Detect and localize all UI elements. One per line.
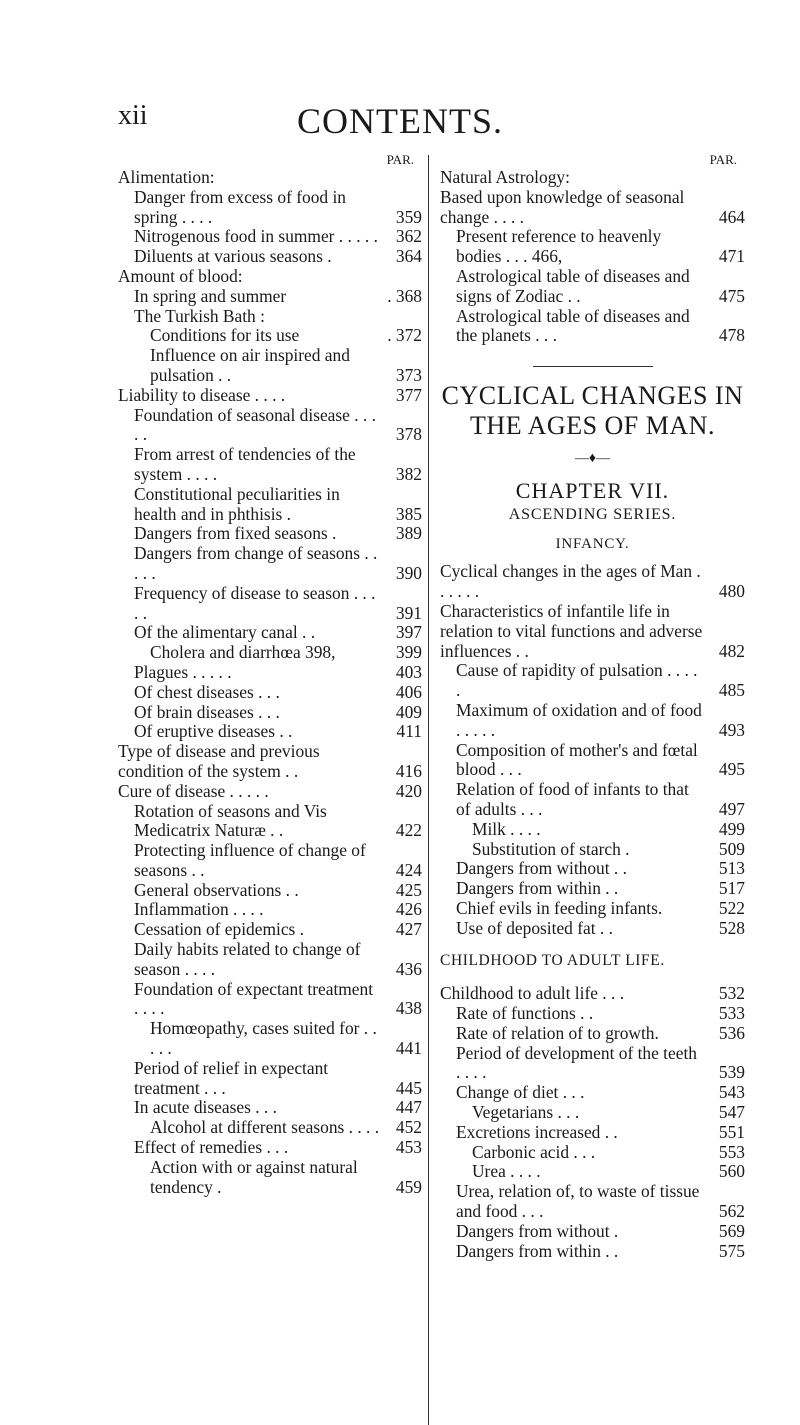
toc-entry-paragraph-number: 406 <box>395 681 422 702</box>
toc-entry-text: Foundation of seasonal disease . . . . . <box>134 404 376 445</box>
toc-entry-paragraph-number: 539 <box>718 1062 745 1083</box>
toc-entry <box>118 623 422 643</box>
toc-entry <box>440 1143 745 1163</box>
toc-entry <box>440 879 745 899</box>
toc-entry <box>118 643 422 663</box>
toc-entry-paragraph-number: 427 <box>395 919 422 940</box>
toc-entry-paragraph-number: 569 <box>718 1220 745 1241</box>
toc-entry-text: Cyclical changes in the ages of Man . . . . . . <box>440 561 701 602</box>
toc-entry-paragraph-number: 391 <box>395 602 422 623</box>
toc-entry-paragraph-number: 551 <box>718 1121 745 1142</box>
toc-entry-text: Change of diet . . . <box>456 1082 585 1103</box>
infancy-heading: INFANCY. <box>555 535 630 552</box>
toc-entry-text: Influence on air inspired and pulsation . . <box>150 345 350 385</box>
toc-entry <box>118 584 422 624</box>
toc-entry-paragraph-number: 403 <box>395 661 422 682</box>
toc-entry-text: Frequency of disease to season . . . . . <box>134 582 376 623</box>
toc-entry-paragraph-number: 543 <box>718 1082 745 1103</box>
toc-entry-text: Protecting influence of change of seasons . . <box>134 840 366 880</box>
toc-entry <box>118 346 422 386</box>
toc-entry-text: Alcohol at different seasons . . . . <box>150 1117 380 1138</box>
toc-entry-paragraph-number: . 368 <box>387 285 422 306</box>
toc-entry-text: Maximum of oxidation and of food . . . . . <box>456 699 702 740</box>
toc-entry <box>440 227 745 267</box>
toc-entry-text: Cure of disease . . . . . <box>118 780 269 801</box>
toc-entry <box>118 524 422 544</box>
toc-entry-paragraph-number: 464 <box>718 206 745 227</box>
toc-entry-paragraph-number: 390 <box>395 562 422 583</box>
toc-entry <box>440 1242 745 1262</box>
toc-entry-text: Astrological table of diseases and the planets . . . <box>456 305 690 346</box>
toc-entry-text: Present reference to heavenly bodies . . . 466, <box>456 226 662 267</box>
toc-entry-text: Rate of functions . . <box>456 1003 594 1024</box>
page-number: xii <box>118 100 148 131</box>
toc-entry-text: Characteristics of infantile life in relation to vital functions and adverse influences . . <box>440 600 703 661</box>
toc-entry-paragraph-number: 513 <box>718 858 745 879</box>
toc-entry-paragraph-number: 424 <box>395 859 422 880</box>
toc-entry-paragraph-number: 562 <box>718 1201 745 1222</box>
toc-entry-paragraph-number: 416 <box>395 760 422 781</box>
left-column <box>118 150 422 1197</box>
toc-entry-text: From arrest of tendencies of the system . . . . <box>134 444 356 484</box>
par-label: PAR. <box>709 152 737 167</box>
toc-entry-paragraph-number: 382 <box>395 463 422 484</box>
toc-entry <box>440 1182 745 1222</box>
toc-entry <box>118 326 422 346</box>
toc-entry-text: Carbonic acid . . . <box>472 1141 596 1162</box>
toc-entry <box>440 741 745 781</box>
right-column <box>440 150 745 1261</box>
toc-entry <box>440 919 745 939</box>
toc-entry-text: Constitutional peculiarities in health and in phthisis . <box>134 483 340 524</box>
toc-entry-text: Dangers from within . . <box>456 878 619 899</box>
toc-entry-text: Action with or against natural tendency . <box>150 1156 358 1197</box>
toc-entry-paragraph-number: 425 <box>395 879 422 900</box>
toc-entry-text: Homœopathy, cases suited for . . . . . <box>150 1018 377 1059</box>
toc-entry <box>440 1222 745 1242</box>
toc-entry <box>118 980 422 1020</box>
toc-entry <box>118 940 422 980</box>
toc-entry-text: In spring and summer <box>134 285 287 306</box>
toc-entry-paragraph-number: 536 <box>718 1022 745 1043</box>
toc-entry-text: Milk . . . . <box>472 818 541 839</box>
toc-entry-paragraph-number: 438 <box>395 998 422 1019</box>
toc-entry-paragraph-number: 485 <box>718 680 745 701</box>
toc-entry-paragraph-number: 445 <box>395 1077 422 1098</box>
chapter-subheading: ASCENDING SERIES. <box>508 505 677 523</box>
toc-entry-text: Inflammation . . . . <box>134 899 264 920</box>
toc-entry <box>118 1138 422 1158</box>
toc-entry-paragraph-number: 478 <box>718 325 745 346</box>
toc-entry <box>440 1162 745 1182</box>
toc-entry <box>118 881 422 901</box>
section-rule <box>533 366 653 367</box>
toc-entry-text: Natural Astrology: <box>440 167 570 187</box>
toc-entry-text: Danger from excess of food in spring . . . . <box>134 186 346 227</box>
toc-entry-paragraph-number: 397 <box>395 622 422 643</box>
toc-entry-paragraph-number: 482 <box>718 640 745 661</box>
toc-entry-paragraph-number: 422 <box>395 820 422 841</box>
toc-entry-text: Based upon knowledge of seasonal change . . . . <box>440 186 685 227</box>
toc-entry-paragraph-number: 499 <box>718 818 745 839</box>
toc-entry <box>440 1004 745 1024</box>
toc-entry-text: Amount of blood: <box>118 265 243 286</box>
toc-entry-text: Urea, relation of, to waste of tissue and food . . . <box>456 1181 700 1222</box>
toc-entry-paragraph-number: 447 <box>395 1097 422 1118</box>
toc-entry <box>440 820 745 840</box>
toc-entry-text: Foundation of expectant treatment . . . . <box>134 978 374 1019</box>
toc-entry-text: Of chest diseases . . . <box>134 681 280 702</box>
toc-entry-text: Dangers from fixed seasons . <box>134 523 337 544</box>
toc-entry <box>118 168 422 188</box>
toc-entry <box>118 485 422 525</box>
toc-entry <box>118 386 422 406</box>
toc-entry-paragraph-number: 553 <box>718 1141 745 1162</box>
toc-entry-text: Dangers from change of seasons . . . . . <box>134 543 378 583</box>
toc-entry <box>118 544 422 584</box>
toc-entry-paragraph-number: 385 <box>395 503 422 524</box>
toc-entry-paragraph-number: 362 <box>395 226 422 247</box>
toc-entry-text: Chief evils in feeding infants. <box>456 897 663 918</box>
toc-entry-paragraph-number: . 372 <box>387 325 422 346</box>
toc-entry-paragraph-number: 373 <box>395 364 422 385</box>
toc-entry-paragraph-number: 547 <box>718 1102 745 1123</box>
toc-entry-text: Dangers from within . . <box>456 1240 619 1261</box>
toc-entry-text: Diluents at various seasons . <box>134 246 332 267</box>
toc-entry-text: Use of deposited fat . . <box>456 917 613 938</box>
toc-entry-paragraph-number: 409 <box>395 701 422 722</box>
toc-entry-paragraph-number: 532 <box>718 983 745 1004</box>
toc-entry-text: Dangers from without . <box>456 1220 619 1241</box>
toc-entry-text: Of eruptive diseases . . <box>134 721 293 742</box>
toc-entry <box>118 802 422 842</box>
toc-entry-text: Dangers from without . . <box>456 858 627 879</box>
toc-entry-text: Of the alimentary canal . . <box>134 622 316 643</box>
toc-entry-paragraph-number: 364 <box>395 246 422 267</box>
toc-entry <box>440 661 745 701</box>
toc-entry-text: Cholera and diarrhœa 398, <box>150 642 336 663</box>
toc-entry-paragraph-number: 575 <box>718 1240 745 1261</box>
toc-entry-paragraph-number: 399 <box>395 642 422 663</box>
toc-entry <box>118 247 422 267</box>
toc-entry <box>440 168 745 188</box>
childhood-heading: CHILDHOOD TO ADULT LIFE. <box>440 951 665 969</box>
toc-entry <box>118 307 422 327</box>
toc-entry <box>440 267 745 307</box>
toc-entry-paragraph-number: 420 <box>395 780 422 801</box>
toc-entry <box>118 1019 422 1059</box>
toc-entry-text: Period of development of the teeth . . . . <box>456 1042 697 1083</box>
toc-entry-paragraph-number: 560 <box>718 1161 745 1182</box>
toc-entry <box>440 602 745 661</box>
toc-entry <box>118 663 422 683</box>
toc-entry-paragraph-number: 411 <box>396 721 422 742</box>
toc-entry <box>118 1098 422 1118</box>
toc-entry <box>118 406 422 446</box>
toc-entry-text: General observations . . <box>134 879 299 900</box>
toc-entry <box>440 307 745 347</box>
toc-entry <box>440 780 745 820</box>
toc-entry-paragraph-number: 533 <box>718 1003 745 1024</box>
toc-entry-text: Type of disease and previous condition of the system . . <box>118 741 320 781</box>
toc-entry-paragraph-number: 377 <box>395 384 422 405</box>
toc-entry-text: Nitrogenous food in summer . . . . . <box>134 226 378 247</box>
toc-entry <box>118 920 422 940</box>
toc-entry-text: Excretions increased . . <box>456 1121 618 1142</box>
toc-entry <box>118 703 422 723</box>
toc-entry <box>118 1059 422 1099</box>
toc-entry-paragraph-number: 389 <box>395 523 422 544</box>
infancy-entry-list <box>440 562 745 938</box>
toc-entry <box>118 900 422 920</box>
toc-entry-paragraph-number: 459 <box>395 1176 422 1197</box>
toc-entry <box>440 1024 745 1044</box>
toc-entry-paragraph-number: 509 <box>718 838 745 859</box>
toc-entry-paragraph-number: 495 <box>718 759 745 780</box>
toc-entry-text: Effect of remedies . . . <box>134 1137 289 1158</box>
toc-entry <box>118 227 422 247</box>
toc-entry <box>118 782 422 802</box>
toc-entry-text: Rotation of seasons and Vis Medicatrix Naturæ . . <box>134 800 327 841</box>
toc-entry-text: Of brain diseases . . . <box>134 701 280 722</box>
toc-entry-paragraph-number: 497 <box>718 798 745 819</box>
section-title: CYCLICAL CHANGES IN THE AGES OF MAN. <box>441 381 744 441</box>
toc-entry <box>440 1123 745 1143</box>
page-header <box>0 100 800 140</box>
toc-entry <box>440 840 745 860</box>
toc-entry-paragraph-number: 378 <box>395 424 422 445</box>
astrology-entry-list <box>440 168 745 346</box>
toc-entry-text: Rate of relation of to growth. <box>456 1022 659 1043</box>
running-title: CONTENTS. <box>297 101 503 141</box>
toc-entry-paragraph-number: 436 <box>395 958 422 979</box>
toc-entry <box>118 1158 422 1198</box>
toc-entry-paragraph-number: 475 <box>718 285 745 306</box>
toc-entry <box>440 1083 745 1103</box>
chapter-heading: CHAPTER VII. <box>515 477 670 503</box>
toc-entry-text: Liability to disease . . . . <box>118 384 286 405</box>
toc-entry-text: Conditions for its use <box>150 325 300 346</box>
childhood-entry-list <box>440 984 745 1261</box>
toc-entry <box>118 445 422 485</box>
toc-entry-text: Period of relief in expectant treatment . . . <box>134 1057 329 1098</box>
toc-entry-text: Vegetarians . . . <box>472 1102 580 1123</box>
left-entry-list <box>118 168 422 1197</box>
toc-entry-text: Relation of food of infants to that of adults . . . <box>456 779 689 819</box>
toc-entry <box>440 984 745 1004</box>
toc-entry-text: Cessation of epidemics . <box>134 919 305 940</box>
toc-entry <box>440 701 745 741</box>
toc-entry-paragraph-number: 453 <box>395 1137 422 1158</box>
ornament: —♦— <box>574 451 611 467</box>
toc-entry <box>118 267 422 287</box>
toc-entry-text: Substitution of starch . <box>472 838 630 859</box>
toc-entry-text: The Turkish Bath : <box>134 305 265 326</box>
toc-entry <box>440 899 745 919</box>
toc-entry-paragraph-number: 517 <box>718 878 745 899</box>
toc-entry-paragraph-number: 522 <box>718 897 745 918</box>
toc-entry-text: Childhood to adult life . . . <box>440 983 625 1004</box>
toc-entry-paragraph-number: 359 <box>395 206 422 227</box>
toc-entry <box>440 1044 745 1084</box>
toc-entry-text: Cause of rapidity of pulsation . . . . . <box>456 660 698 701</box>
toc-entry <box>118 841 422 881</box>
column-divider <box>428 155 429 1425</box>
toc-entry-text: In acute diseases . . . <box>134 1097 277 1118</box>
toc-entry-paragraph-number: 528 <box>718 917 745 938</box>
toc-entry-text: Composition of mother's and fœtal blood . . . <box>456 739 698 780</box>
par-label: PAR. <box>386 152 414 167</box>
toc-entry-paragraph-number: 471 <box>718 246 745 267</box>
toc-entry <box>118 1118 422 1138</box>
toc-entry-paragraph-number: 426 <box>395 899 422 920</box>
toc-entry-paragraph-number: 441 <box>395 1038 422 1059</box>
toc-entry <box>440 1103 745 1123</box>
toc-entry <box>118 188 422 228</box>
toc-entry-text: Astrological table of diseases and signs of Zodiac . . <box>456 265 690 306</box>
toc-entry-paragraph-number: 493 <box>718 719 745 740</box>
toc-entry <box>118 683 422 703</box>
toc-entry <box>118 722 422 742</box>
toc-entry-text: Alimentation: <box>118 167 215 187</box>
toc-entry-text: Daily habits related to change of season . . . . <box>134 939 361 979</box>
toc-entry-text: Urea . . . . <box>472 1161 541 1182</box>
toc-entry-paragraph-number: 480 <box>718 581 745 602</box>
toc-entry <box>118 287 422 307</box>
toc-entry <box>118 742 422 782</box>
toc-entry <box>440 562 745 602</box>
toc-entry <box>440 188 745 228</box>
toc-entry <box>440 859 745 879</box>
toc-entry-paragraph-number: 452 <box>395 1117 422 1138</box>
toc-entry-text: Plagues . . . . . <box>134 661 232 682</box>
